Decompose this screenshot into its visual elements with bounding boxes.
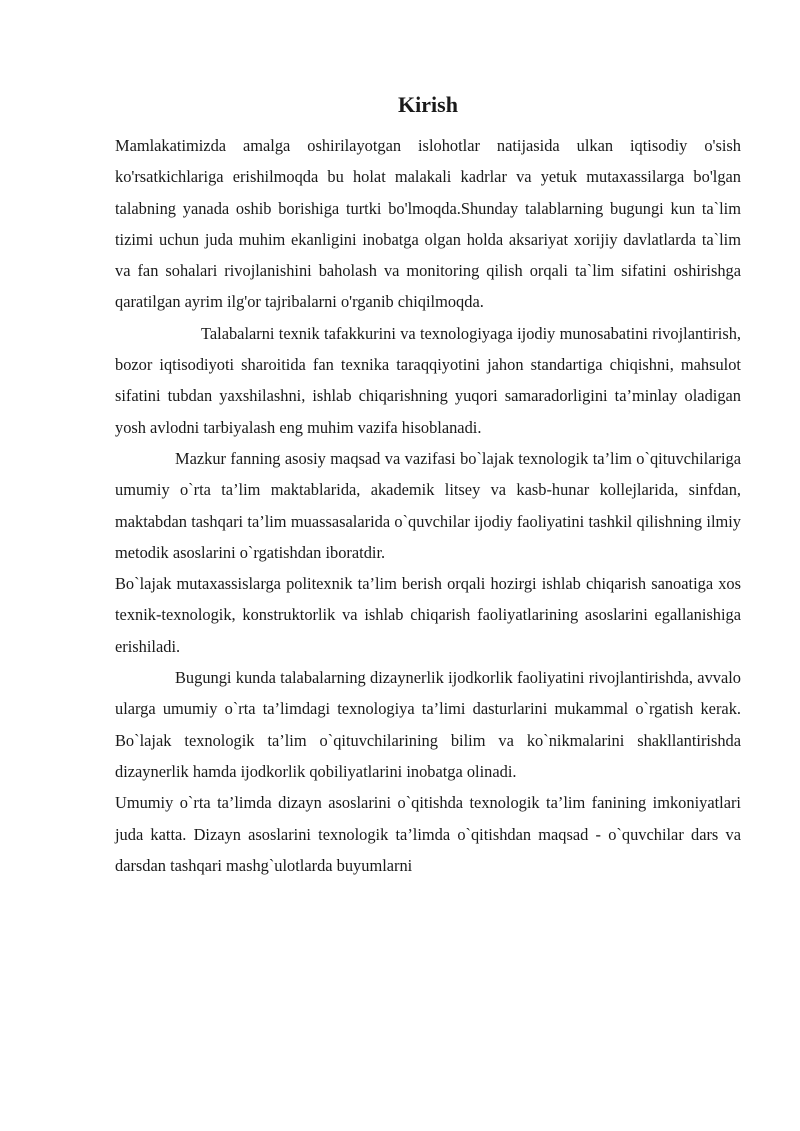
paragraph-4: Bo`lajak mutaxassislarga politexnik ta’lim berish orqali hozirgi ishlab chiqarish sanoatiga xos texnik-texnologik, konstruktorlik va ishlab chiqarish faoliyatlarining asoslarini egallanishiga erishiladi. xyxy=(115,574,741,656)
paragraph-3: Mazkur fanning asosiy maqsad va vazifasi bo`lajak texnologik ta’lim o`qituvchilariga umumiy o`rta ta’lim maktablarida, akademik litsey va kasb-hunar kollejlarida, sinfdan, maktabdan tashqari ta’lim muassasalarida o`quvchilar ijodiy faoliyatini tashkil qilishning ilmiy metodik asoslarini o`rgatishdan iboratdir. xyxy=(115,448,741,562)
paragraph-6: Umumiy o`rta ta’limda dizayn asoslarini o`qitishda texnologik ta’lim fanining imkoniyatlari juda katta. Dizayn asoslarini texnologik ta’limda o`qitishdan maqsad - o`quvchilar dars va darsdan tashqari mashg`ulotlarda buyumlarni xyxy=(115,793,741,875)
document-page xyxy=(115,88,741,881)
paragraph-2: Talabalarni texnik tafakkurini va texnologiyaga ijodiy munosabatini rivojlantirish, bozor iqtisodiyoti sharoitida fan texnika taraqqiyotini jahon standartiga chiqishni, mahsulot sifatini tubdan yaxshilashni, ishlab chiqarishning yuqori samaradorligini ta’minlay oladigan yosh avlodni tarbiyalash eng muhim vazifa hisoblanadi. xyxy=(115,323,741,437)
paragraph-5: Bugungi kunda talabalarning dizaynerlik ijodkorlik faoliyatini rivojlantirishda, avvalo ularga umumiy o`rta ta’limdagi texnologiya ta’limi dasturlarini mukammal o`rgatish kerak. Bo`lajak texnologik ta’lim o`qituvchilarining bilim va ko`nikmalarini shakllantirishda dizaynerlik hamda ijodkorlik qobiliyatlarini inobatga olinadi. xyxy=(115,668,741,781)
paragraph-1: Mamlakatimizda amalga oshirilayotgan islohotlar natijasida ulkan iqtisodiy o'sish ko'rsatkichlariga erishilmoqda bu holat malakali kadrlar va yetuk mutaxassilarga bo'lgan talabning yanada oshib borishiga turtki bo'lmoqda.Shunday talablarning bugungi kun ta`lim tizimi uchun juda muhim ekanligini inobatga olgan holda aksariyat xorijiy davlatlarda ta`lim va fan sohalari rivojlanishini baholash va monitoring qilish orqali ta`lim sifatini oshirishga qaratilgan ayrim ilg'or tajribalarni o'rganib chiqilmoqda. xyxy=(115,136,741,312)
page-title: Kirish xyxy=(398,92,458,117)
